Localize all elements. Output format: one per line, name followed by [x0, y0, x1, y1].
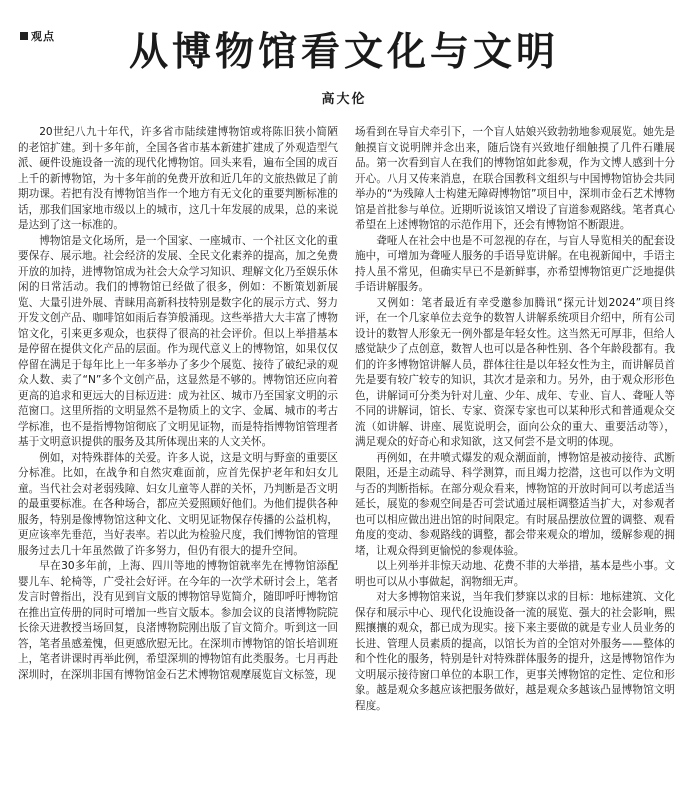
- left-column: [18, 125, 338, 683]
- paragraph: 博物馆是文化场所，是一个国家、一座城市、一个社区文化的重要保存、展示地。社会经济的发展、全民文化素养的提高，加之免费开放的加持，进博物馆成为社会大众学习知识、理解文化乃至娱乐休闲的日常活动。我们的博物馆已经做了很多，例如：不断策划新展览、大量引进外展、青睐用高新科技特别是数字化的展示方式、努力开发文创产品、咖啡馆如雨后春笋般涌现。这些举措大大丰富了博物馆文化，引来更多观众，也获得了很高的社会评价。但以上举措基本是停留在提供文化产品的层面。作为现代意义上的博物馆，如果仅仅停留在满足于每年比上一年多举办了多少个展览、接待了破纪录的观众人数、卖了“N”多个文创产品，这显然是不够的。博物馆还应向着更高的追求和更远大的目标迈进：成为社区、城市乃至国家文明的示范窗口。这里所指的文明显然不是物质上的文字、金属、城市的考古学标准，也不是指博物馆彻底了文明见证物，而是特指博物馆管理者基于文明意识提供的服务及其所体现出来的人文关怀。: [18, 234, 338, 448]
- paragraph: 早在30多年前，上海、四川等地的博物馆就率先在博物馆添配婴儿车、轮椅等，广受社会好评。在今年的一次学术研讨会上，笔者发言时曾指出，没有见到盲文版的博物馆导览简介，随即呼吁博物馆在推出宣传册的同时可增加一些盲文版本。参加会议的良渚博物院院长徐天进教授当场回复，良渚博物院刚出版了盲文简介。听到这一回答，笔者虽感羞愧，但更感欣慰无比。在深圳市博物馆的馆长培训班上，笔者讲课时再举此例，希望深圳的博物馆有此类服务。七月再赴深圳时，在深圳非国有博物馆金石艺术博物馆观摩展览盲文标签，现: [18, 560, 338, 681]
- paragraph: 又例如：笔者最近有幸受邀参加腾讯“探元计划2024”项目终评，在一个几家单位去竞争的数智人讲解系统项目介绍中，所有公司设计的数智人形象无一例外都是年轻女性。这当然无可厚非，但给人感觉缺少了点创意，数智人也可以是各种性别、各个年龄段都有。我们的许多博物馆讲解人员，群体往往是以年轻女性为主，而讲解员首先是要有较广较专的知识，其次才是亲和力。另外，由于观众形形色色，讲解词可分类为针对儿童、少年、成年、专业、盲人、聋哑人等不同的讲解词，馆长、专家、资深专家也可以某种形式和普通观众交流（如讲解、讲座、展览说明会，面向公众的重大、重要活动等），满足观众的好奇心和求知欲，这又何尝不是文明的体现。: [355, 296, 675, 448]
- article-author: 高大伦: [321, 92, 367, 107]
- article-title: 从博物馆看文化与文明: [128, 29, 559, 75]
- paragraph: 聋哑人在社会中也是不可忽视的存在，与盲人导览相关的配套设施中，可增加为聋哑人服务的手语导览讲解。在电视新闻中，手语主持人虽不常见，但确实早已不是新鲜事，亦希望博物馆更广泛地提供手语讲解服务。: [355, 234, 675, 293]
- paragraph: 对大多博物馆来说，当年我们梦寐以求的目标：地标建筑、文化保存和展示中心、现代化设施设备一流的展览、强大的社会影响，熙熙攘攘的观众，都已成为现实。接下来主要做的就是专业人员业务的长进、管理人员素质的提高，以馆长为首的全馆对外服务——整体的和个性化的服务，特别是针对特殊群体服务的提升，这是博物馆作为文明展示接待窗口单位的本职工作，更事关博物馆的定性、定位和形象。越是观众多越应该把服务做好，越是观众多越该凸显博物馆文明程度。: [355, 591, 675, 712]
- paragraph: 20世纪八九十年代，许多省市陆续建博物馆或将陈旧狭小简陋的老馆扩建。到十多年前，全国各省市基本新建扩建成了外观造型气派、硬件设施设备一流的现代化博物馆。回头来看，遍布全国的成百上千的新博物馆，为十多年前的免费开放和近几年的文旅热做足了前期功课。若把有没有博物馆当作一个地方有无文化的重要判断标准的话，那我们国家地市级以上的城市，这几十年发展的成果，总的来说是达到了这一标准的。: [18, 126, 338, 231]
- paragraph: 再例如，在井喷式爆发的观众潮面前，博物馆是被动接待、武断限阻，还是主动疏导、科学测算，而且竭力挖潜，这也可以作为文明与否的判断指标。在部分观众看来，博物馆的开放时间可以考虑适当延长，展览的参观空间是否可尝试通过展柜调整适当扩大，对参观者也可以相应做出进出馆的时间限定。有时展品摆放位置的调整、观看角度的变动、参观路线的调整，都会带来观众的增加，缓解参观的拥堵，让观众得到更愉悦的参观体验。: [355, 451, 675, 557]
- paragraph: 例如，对特殊群体的关爱。许多人说，这是文明与野蛮的重要区分标准。比如，在战争和自然灾难面前，应首先保护老年和妇女儿童。当代社会对老弱残障、妇女儿童等人群的关怀，乃判断是否文明的最重要标准。在各种场合，都应关爱照顾好他们。为他们提供各种服务，特别是像博物馆这种文化、文明见证物保存传播的公益机构，更应该率先垂范，当好表率。若以此为检验尺度，我们博物馆的管理服务过去几十年虽然做了许多努力，但仍有很大的提升空间。: [18, 451, 338, 557]
- section-tag-label: 观点: [31, 30, 55, 43]
- paragraph-continued: 场看到在导盲犬牵引下，一个盲人姑娘兴致勃勃地参观展览。她先是触摸盲文说明牌并念出来，随后饶有兴致地仔细触摸了几件石雕展品。第一次看到盲人在我们的博物馆如此参观，作为文博人感到十分开心。八月又传来消息，在联合国教科文组织与中国博物馆协会共同举办的“为残障人士构建无障碍博物馆”项目中，深圳市金石艺术博物馆是首批参与单位。近期听说该馆又增设了盲道参观路线。笔者真心希望在上述博物馆的示范作用下，还会有博物馆不断跟进。: [355, 126, 675, 231]
- right-column: [355, 125, 675, 714]
- paragraph: 以上列举并非惊天动地、花费不菲的大举措，基本是些小事。文明也可以从小事做起，润物细无声。: [355, 560, 675, 588]
